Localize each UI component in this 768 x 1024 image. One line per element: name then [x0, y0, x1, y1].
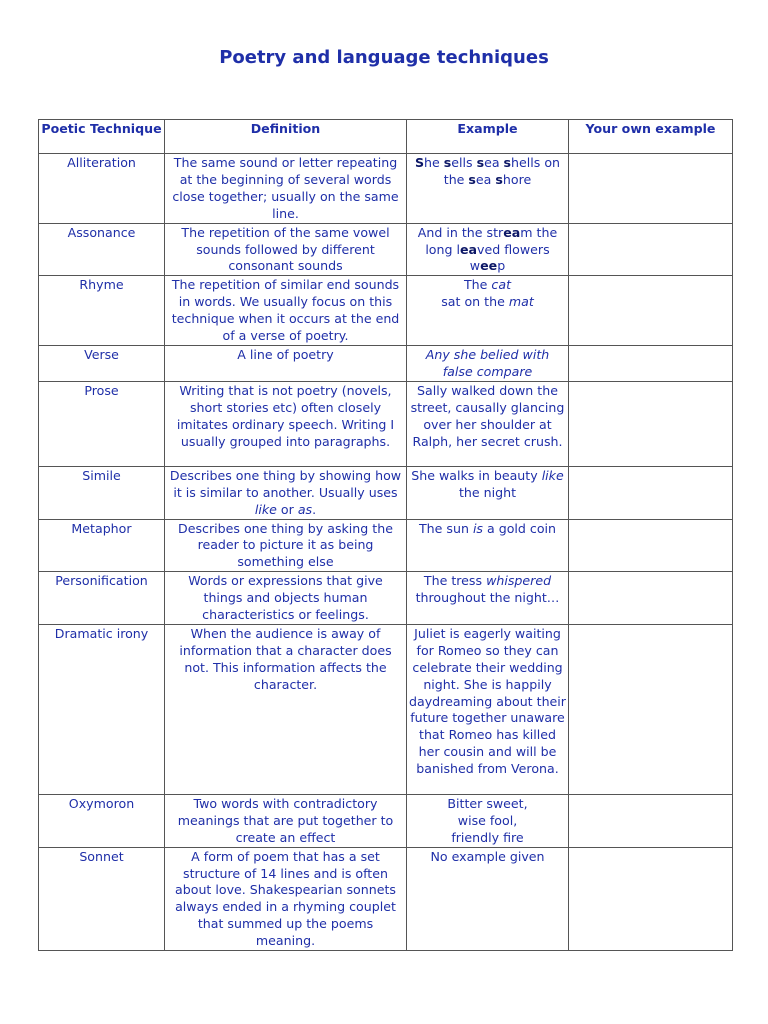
highlighted-letters: ea	[503, 224, 521, 240]
italic-text: as	[297, 501, 313, 517]
example-cell: She walks in beauty like the night	[407, 466, 569, 519]
own-example-cell[interactable]	[569, 345, 733, 381]
highlighted-letters: s	[503, 155, 512, 170]
table-row	[39, 345, 733, 381]
example-cell: Sally walked down the street, causally glancing over her shoulder at Ralph, her secret crush.	[407, 381, 569, 466]
definition-cell: Writing that is not poetry (novels, short stories etc) often closely imitates ordinary speech. Writing I usually grouped into paragraphs.	[165, 381, 407, 466]
italic-text: whispered	[486, 573, 552, 589]
definition-cell: A form of poem that has a set structure of 14 lines and is often about love. Shakespearian sonnets always ended in a rhyming couplet that summed up the poems meaning.	[165, 847, 407, 950]
example-cell: The tress whispered throughout the night…	[407, 572, 569, 625]
definition-cell: Words or expressions that give things and objects human characteristics or feelings.	[165, 572, 407, 625]
header-example: Example	[407, 120, 569, 154]
own-example-cell[interactable]	[569, 572, 733, 625]
table-body	[39, 154, 733, 951]
definition-cell: A line of poetry	[165, 345, 407, 381]
example-cell: And in the stream the long leaved flowers weep	[407, 223, 569, 276]
table-header-row	[39, 120, 733, 154]
example-cell: The cat sat on the mat	[407, 276, 569, 346]
highlighted-letters: S	[414, 155, 425, 170]
own-example-cell[interactable]	[569, 381, 733, 466]
example-cell: No example given	[407, 847, 569, 950]
own-example-cell[interactable]	[569, 519, 733, 572]
own-example-cell[interactable]	[569, 466, 733, 519]
italic-text: is	[472, 520, 483, 536]
italic-text: mat	[508, 294, 534, 310]
definition-cell: When the audience is away of information that a character does not. This information affects the character.	[165, 624, 407, 794]
technique-cell: Rhyme	[39, 276, 165, 346]
highlighted-letters: s	[495, 171, 503, 187]
italic-text: Any she belied with false compare	[425, 346, 550, 379]
definition-cell: The same sound or letter repeating at the beginning of several words close together; usually on the same line.	[165, 154, 407, 224]
example-cell: She sells sea shells on the sea shore	[407, 154, 569, 224]
highlighted-letters: s	[468, 171, 476, 187]
technique-cell: Metaphor	[39, 519, 165, 572]
own-example-cell[interactable]	[569, 624, 733, 794]
table-row	[39, 276, 733, 346]
highlighted-letters: ea	[460, 241, 478, 257]
definition-cell: Describes one thing by showing how it is similar to another. Usually uses like or as.	[165, 466, 407, 519]
own-example-cell[interactable]	[569, 154, 733, 224]
italic-text: cat	[491, 277, 512, 293]
own-example-cell[interactable]	[569, 794, 733, 847]
own-example-cell[interactable]	[569, 223, 733, 276]
page-title: Poetry and language techniques	[219, 47, 549, 68]
example-cell: The sun is a gold coin	[407, 519, 569, 572]
definition-cell: The repetition of similar end sounds in words. We usually focus on this technique when it occurs at the end of a verse of poetry.	[165, 276, 407, 346]
table-row	[39, 624, 733, 794]
technique-cell: Prose	[39, 381, 165, 466]
example-cell	[407, 345, 569, 381]
table-row	[39, 154, 733, 224]
italic-text: like	[541, 467, 564, 483]
example-cell: Juliet is eagerly waiting for Romeo so they can celebrate their wedding night. She is happily daydreaming about their future together unaware that Romeo has killed her cousin and will be banished from Verona.	[407, 624, 569, 794]
table-row	[39, 466, 733, 519]
highlighted-letters: s	[476, 155, 485, 170]
table-row	[39, 847, 733, 950]
technique-cell: Verse	[39, 345, 165, 381]
highlighted-letters: s	[443, 155, 452, 170]
technique-cell: Dramatic irony	[39, 624, 165, 794]
header-technique: Poetic Technique	[39, 120, 165, 154]
own-example-cell[interactable]	[569, 847, 733, 950]
example-cell: Bitter sweet, wise fool, friendly fire	[407, 794, 569, 847]
table-row	[39, 381, 733, 466]
table-row	[39, 794, 733, 847]
header-definition: Definition	[165, 120, 407, 154]
technique-cell: Assonance	[39, 223, 165, 276]
technique-cell: Sonnet	[39, 847, 165, 950]
technique-cell: Oxymoron	[39, 794, 165, 847]
table-row	[39, 572, 733, 625]
own-example-cell[interactable]	[569, 276, 733, 346]
techniques-table	[38, 119, 733, 951]
table-row	[39, 223, 733, 276]
definition-cell: Two words with contradictory meanings that are put together to create an effect	[165, 794, 407, 847]
technique-cell: Personification	[39, 572, 165, 625]
definition-cell: The repetition of the same vowel sounds followed by different consonant sounds	[165, 223, 407, 276]
definition-cell: Describes one thing by asking the reader to picture it as being something else	[165, 519, 407, 572]
table-row	[39, 519, 733, 572]
italic-text: like	[254, 501, 277, 517]
technique-cell: Alliteration	[39, 154, 165, 224]
header-own-example: Your own example	[569, 120, 733, 154]
highlighted-letters: ee	[480, 258, 498, 274]
technique-cell: Simile	[39, 466, 165, 519]
